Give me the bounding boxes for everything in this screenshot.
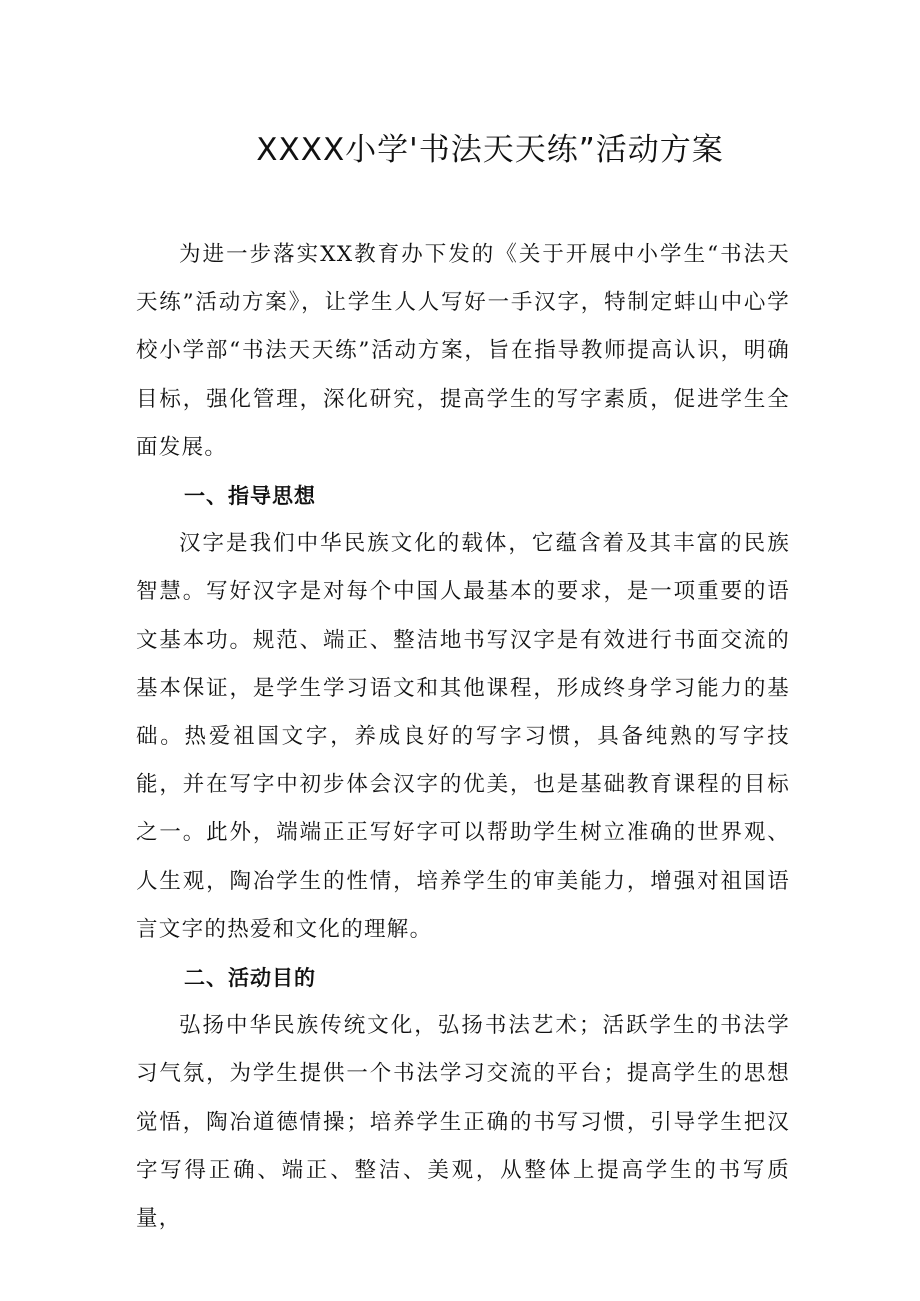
document-title: XXXX小学'书法天天练”活动方案 [256,132,724,168]
document-body [136,231,790,1243]
guiding-ideology-paragraph: 汉字是我们中华民族文化的载体，它蕴含着及其丰富的民族智慧。写好汉字是对每个中国人最基本的要求，是一项重要的语文基本功。规范、端正、整洁地书写汉字是有效进行书面交流的基本保证，是学生学习语文和其他课程，形成终身学习能力的基础。热爱祖国文字，养成良好的写字习惯，具备纯熟的写字技能，并在写字中初步体会汉字的优美，也是基础教育课程的目标之一。此外，端端正正写好字可以帮助学生树立准确的世界观、人生观，陶冶学生的性情，培养学生的审美能力，增强对祖国语言文字的热爱和文化的理解。 [136,531,790,942]
intro-paragraph: 为进一步落实XX教育办下发的《关于开展中小学生“书法天天练”活动方案》，让学生人人写好一手汉字，特制定蚌山中心学校小学部“书法天天练”活动方案，旨在指导教师提高认识，明确目标，强化管理，深化研究，提高学生的写字素质，促进学生全面发展。 [136,242,790,460]
section-heading-activity-purpose: 二、活动目的 [184,966,316,991]
activity-purpose-paragraph: 弘扬中华民族传统文化，弘扬书法艺术；活跃学生的书法学习气氛，为学生提供一个书法学习交流的平台；提高学生的思想觉悟，陶冶道德情操；培养学生正确的书写习惯，引导学生把汉字写得正确、端正、整洁、美观，从整体上提高学生的书写质量， [136,1013,790,1232]
section-heading-guiding-ideology: 一、指导思想 [184,484,316,509]
